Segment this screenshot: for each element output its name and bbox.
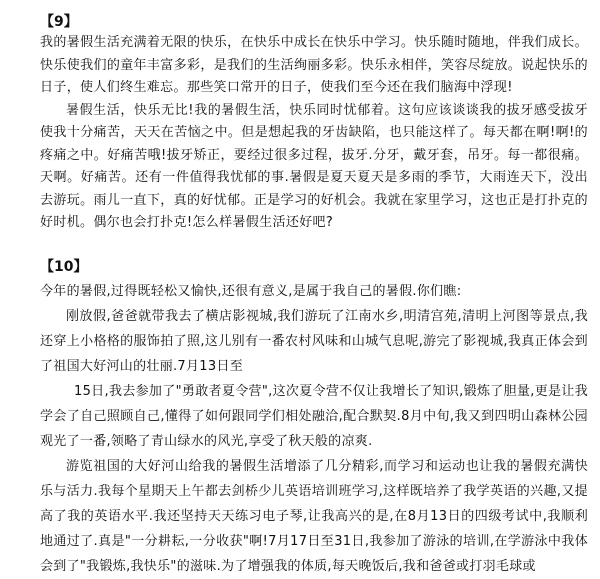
paragraph: 今年的暑假,过得既轻松又愉快,还很有意义,是属于我自己的暑假.你们瞧: bbox=[40, 283, 462, 299]
paragraph: 我的暑假生活充满着无限的快乐，在快乐中成长在快乐中学习。快乐随时随地，伴我们成长。快乐使我们的童年丰富多彩，是我们的生活绚丽多彩。快乐永相伴，笑容尽绽放。说起快乐的日子，使人们终生难忘。那些笑口常开的日子，使我们至今还在我们脑海中浮现! bbox=[40, 35, 588, 95]
section-heading: 【10】 bbox=[40, 258, 88, 275]
section-10 bbox=[40, 257, 588, 579]
paragraph: 游览祖国的大好河山给我的暑假生活增添了几分精彩,而学习和运动也让我的暑假充满快乐与活力.我每个星期天上午都去剑桥少儿英语培训班学习,这样既培养了我学英语的兴趣,又提高了我的英语水平.我还坚持天天练习电子琴,让我高兴的是,在8月13日的四级考试中,我顺利地通过了.真是"一分耕耘,一分收获"啊!7月17日至31日,我参加了游泳的培训,在学游泳中我体会到了"我锻炼,我快乐"的滋味.为了增强我的体质,每天晚饭后,我和爸爸或打羽毛球或 bbox=[40, 458, 588, 574]
article-page bbox=[40, 12, 588, 579]
paragraph: 刚放假,爸爸就带我去了横店影视城,我们游玩了江南水乡,明清宫苑,清明上河图等景点,我还穿上小格格的服饰拍了照,这儿别有一番农村风味和山城气息呢,游完了影视城,我真正体会到了祖国大好河山的壮丽.7月13日至 bbox=[40, 308, 588, 374]
paragraph: 暑假生活，快乐无比!我的暑假生活，快乐同时忧郁着。这句应该谈谈我的拔牙感受拔牙使我十分痛苦，天天在苦恼之中。但是想起我的牙齿缺陷，也只能这样了。每天都在啊!啊!的疼痛之中。好痛苦哦!拔牙矫正，要经过很多过程，拔牙.分牙，戴牙套，吊牙。每一都很痛。天啊。好痛苦。还有一件值得我忧郁的事.暑假是夏天夏天是多雨的季节，大雨连天下，没出去游玩。雨儿一直下，真的好忧郁。正是学习的好机会。我就在家里学习，这也正是打扑克的好时机。偶尔也会打扑克!怎么样暑假生活还好吧? bbox=[40, 102, 588, 230]
section-spacer bbox=[40, 235, 588, 257]
paragraph: 15日,我去参加了"勇敢者夏令营",这次夏令营不仅让我增长了知识,锻炼了胆量,更是让我学会了自己照顾自己,懂得了如何跟同学们相处融洽,配合默契.8月中旬,我又到四明山森林公园观光了一番,领略了青山绿水的风光,享受了秋天般的凉爽. bbox=[40, 383, 588, 449]
section-9 bbox=[40, 12, 588, 235]
section-heading: 【9】 bbox=[40, 14, 78, 30]
